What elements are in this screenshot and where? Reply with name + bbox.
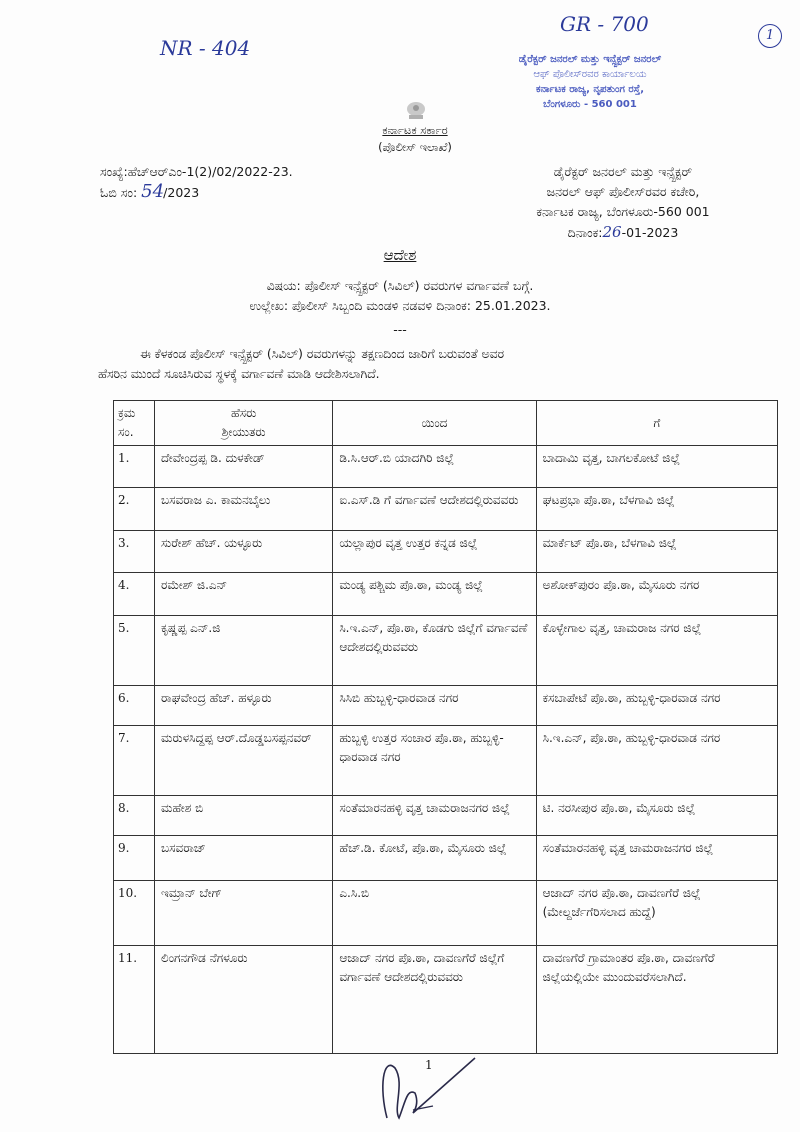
cell-serial: 5. xyxy=(114,616,155,686)
header-serial xyxy=(114,401,155,446)
department-header xyxy=(330,122,500,156)
table-row xyxy=(114,726,778,796)
cell-name: ರಮೇಶ್ ಜಿ.ಎನ್ xyxy=(155,573,333,616)
cell-from: ಎ.ಸಿ.ಬಿ xyxy=(333,881,536,946)
table-row xyxy=(114,616,778,686)
cell-to: ಮಾರ್ಕೆಟ್ ಪೊ.ಠಾ, ಬೆಳಗಾವಿ ಜಿಲ್ಲೆ xyxy=(536,531,777,573)
transfer-table xyxy=(113,400,778,1054)
order-number: ಸಂಖ್ಯೆ:ಹೆಚ್‌ಆರ್‌ಎಂ-1(2)/02/2022-23. xyxy=(100,164,293,179)
cell-name: ಮರುಳಸಿದ್ದಪ್ಪ ಆರ್.ದೊಡ್ಡಬಸಪ್ಪನವರ್ xyxy=(155,726,333,796)
header-to: ಗೆ xyxy=(536,401,777,446)
signature xyxy=(375,1048,485,1128)
cell-serial: 7. xyxy=(114,726,155,796)
order-body-line2: ಹೆಸರಿನ ಮುಂದೆ ಸೂಚಿಸಿರುವ ಸ್ಥಳಕ್ಕೆ ವರ್ಗಾವಣೆ ಮಾಡಿ ಆದೇಶಿಸಲಾಗಿದೆ. xyxy=(98,367,380,381)
cell-from: ಡಿ.ಸಿ.ಆರ್.ಬಿ ಯಾದಗಿರಿ ಜಿಲ್ಲೆ xyxy=(333,446,536,488)
order-body-line1: ಈ ಕೆಳಕಂಡ ಪೊಲೀಸ್ ಇನ್ಸ್ಪೆಕ್ಟರ್ (ಸಿವಿಲ್) ರವರುಗಳನ್ನು ತಕ್ಷಣದಿಂದ ಜಾರಿಗೆ ಬರುವಂತೆ ಅವರ xyxy=(140,347,505,361)
order-title: ಆದೇಶ xyxy=(383,246,417,264)
date-line xyxy=(478,222,768,243)
cell-serial: 2. xyxy=(114,488,155,531)
page-number-circle xyxy=(758,24,782,48)
cell-to: ಕೊಳ್ಳೇಗಾಲ ವೃತ್ತ, ಚಾಮರಾಜ ನಗರ ಜಿಲ್ಲೆ xyxy=(536,616,777,686)
cell-name: ಇಮ್ರಾನ್ ಬೇಗ್ xyxy=(155,881,333,946)
stamp-line: ಬೆಂಗಳೂರು - 560 001 xyxy=(543,99,637,110)
header-serial-line1: ಕ್ರಮ xyxy=(118,406,136,420)
cell-serial: 3. xyxy=(114,531,155,573)
ob-year: /2023 xyxy=(163,185,200,200)
cell-to: ಸಂತೆಮಾರನಹಳ್ಳಿ ವೃತ್ತ ಚಾಮರಾಜನಗರ ಜಿಲ್ಲೆ xyxy=(536,836,777,881)
cell-serial: 6. xyxy=(114,686,155,726)
cell-name: ಬಸವರಾಜ್ xyxy=(155,836,333,881)
cell-name: ಲಿಂಗನಗೌಡ ನೆಗಳೂರು xyxy=(155,946,333,1054)
date-day-handwritten: 26 xyxy=(602,223,622,241)
cell-from: ಸಿಸಿಬಿ ಹುಬ್ಬಳ್ಳಿ-ಧಾರವಾಡ ನಗರ xyxy=(333,686,536,726)
office-line: ಜನರಲ್ ಆಫ್ ಪೊಲೀಸ್‌ರವರ ಕಚೇರಿ, xyxy=(546,184,700,199)
cell-serial: 1. xyxy=(114,446,155,488)
cell-to: ಘಟಪ್ರಭಾ ಪೊ.ಠಾ, ಬೆಳಗಾವಿ ಜಿಲ್ಲೆ xyxy=(536,488,777,531)
cell-to: ಕಸಬಾಪೇಟೆ ಪೊ.ಠಾ, ಹುಬ್ಬಳ್ಳಿ-ಧಾರವಾಡ ನಗರ xyxy=(536,686,777,726)
cell-name: ದೇವೇಂದ್ರಪ್ಪ ಡಿ. ದುಳಕೇಡ್ xyxy=(155,446,333,488)
header-name-line1: ಹೆಸರು xyxy=(231,406,257,420)
table-row xyxy=(114,836,778,881)
cell-serial: 9. xyxy=(114,836,155,881)
ob-number-handwritten: 54 xyxy=(141,181,165,202)
date-rest: -01-2023 xyxy=(621,225,679,240)
cell-from: ಸಿ.ಇ.ಎನ್, ಪೊ.ಠಾ, ಕೊಡಗು ಜಿಲ್ಲೆಗೆ ವರ್ಗಾವಣೆ ಆದೇಶದಲ್ಲಿರುವವರು xyxy=(333,616,536,686)
cell-from: ಸಂತೆಮಾರನಹಳ್ಳಿ ವೃತ್ತ ಚಾಮರಾಜನಗರ ಜಿಲ್ಲೆ xyxy=(333,796,536,836)
office-address xyxy=(478,162,768,243)
cell-to: ಬಾದಾಮಿ ವೃತ್ತ, ಬಾಗಲಕೋಟೆ ಜಿಲ್ಲೆ xyxy=(536,446,777,488)
cell-serial: 10. xyxy=(114,881,155,946)
cell-to: ಆಜಾದ್ ನಗರ ಪೊ.ಠಾ, ದಾವಣಗೆರೆ ಜಿಲ್ಲೆ (ಮೇಲ್ದರ್ಜೆಗೆರಿಸಲಾದ ಹುದ್ದೆ) xyxy=(536,881,777,946)
government-name: ಕರ್ನಾಟಕ ಸರ್ಕಾರ xyxy=(382,123,448,137)
header-from: ಯಿಂದ xyxy=(333,401,536,446)
table-row xyxy=(114,531,778,573)
ob-label: ಓಬಿ ಸಂ: xyxy=(100,185,138,200)
office-line: ಕರ್ನಾಟಕ ರಾಜ್ಯ, ಬೆಂಗಳೂರು-560 001 xyxy=(536,204,710,219)
table-row xyxy=(114,946,778,1054)
ob-number-line xyxy=(100,182,293,203)
cell-name: ಸುರೇಶ್ ಹೆಚ್. ಯಳ್ಳೂರು xyxy=(155,531,333,573)
header-serial-line2: ಸಂ. xyxy=(118,425,134,439)
separator: --- xyxy=(393,322,407,337)
table-row xyxy=(114,573,778,616)
cell-serial: 8. xyxy=(114,796,155,836)
handwritten-reference-nr: NR - 404 xyxy=(160,36,251,60)
signature-mark: 1 xyxy=(425,1058,433,1072)
table-row xyxy=(114,488,778,531)
cell-to: ಅಶೋಕ್‌ಪುರಂ ಪೊ.ಠಾ, ಮೈಸೂರು ನಗರ xyxy=(536,573,777,616)
cell-name: ಮಹೇಶ ಬಿ xyxy=(155,796,333,836)
handwritten-reference-gr: GR - 700 xyxy=(560,12,649,36)
date-label: ದಿನಾಂಕ: xyxy=(567,225,603,240)
table-row xyxy=(114,446,778,488)
state-emblem-icon xyxy=(404,100,428,120)
stamp-line: ಕರ್ನಾಟಕ ರಾಜ್ಯ, ನೃಪತುಂಗ ರಸ್ತೆ, xyxy=(535,84,645,95)
cell-name: ಬಸವರಾಜ ಎ. ಕಾಮನಬೈಲು xyxy=(155,488,333,531)
table-row xyxy=(114,881,778,946)
cell-serial: 4. xyxy=(114,573,155,616)
reference-block xyxy=(100,162,293,203)
order-reference: ಉಲ್ಲೇಖ: ಪೊಲೀಸ್ ಸಿಬ್ಬಂದಿ ಮಂಡಳಿ ನಡವಳಿ ದಿನಾಂಕ: 25.01.2023. xyxy=(249,298,551,313)
cell-serial: 11. xyxy=(114,946,155,1054)
cell-from: ಆಜಾದ್ ನಗರ ಪೊ.ಠಾ, ದಾವಣಗೆರೆ ಜಿಲ್ಲೆಗೆ ವರ್ಗಾವಣೆ ಆದೇಶದಲ್ಲಿರುವವರು xyxy=(333,946,536,1054)
table-header-row xyxy=(114,401,778,446)
office-stamp xyxy=(455,52,725,112)
cell-to: ಸಿ.ಇ.ಎನ್, ಪೊ.ಠಾ, ಹುಬ್ಬಳ್ಳಿ-ಧಾರವಾಡ ನಗರ xyxy=(536,726,777,796)
department-name: (ಪೊಲೀಸ್ ಇಲಾಖೆ) xyxy=(378,140,452,154)
cell-from: ಐ.ಎಸ್.ಡಿ ಗೆ ವರ್ಗಾವಣೆ ಆದೇಶದಲ್ಲಿರುವವರು xyxy=(333,488,536,531)
stamp-line: ಆಫ್ ಪೊಲೀಸ್‌ರವರ ಕಾರ್ಯಾಲಯ xyxy=(533,69,647,80)
cell-name: ಕೃಷ್ಣಪ್ಪ ಎನ್.ಜಿ xyxy=(155,616,333,686)
cell-from: ಯಲ್ಲಾಪುರ ವೃತ್ತ ಉತ್ತರ ಕನ್ನಡ ಜಿಲ್ಲೆ xyxy=(333,531,536,573)
order-subject: ವಿಷಯ: ಪೊಲೀಸ್ ಇನ್ಸ್ಪೆಕ್ಟರ್ (ಸಿವಿಲ್) ರವರುಗಳ ವರ್ಗಾವಣೆ ಬಗ್ಗೆ. xyxy=(266,278,534,293)
cell-from: ಹುಬ್ಬಳ್ಳಿ ಉತ್ತರ ಸಂಚಾರ ಪೊ.ಠಾ, ಹುಬ್ಬಳ್ಳಿ-ಧಾರವಾಡ ನಗರ xyxy=(333,726,536,796)
cell-from: ಹೆಚ್.ಡಿ. ಕೋಟೆ, ಪೊ.ಠಾ, ಮೈಸೂರು ಜಿಲ್ಲೆ xyxy=(333,836,536,881)
cell-to: ದಾವಣಗೆರೆ ಗ್ರಾಮಾಂತರ ಪೊ.ಠಾ, ದಾವಣಗೆರೆ ಜಿಲ್ಲೆಯಲ್ಲಿಯೇ ಮುಂದುವರೆಸಲಾಗಿದೆ. xyxy=(536,946,777,1054)
stamp-line: ಡೈರೆಕ್ಟರ್ ಜನರಲ್ ಮತ್ತು ಇನ್ಸ್ಪೆಕ್ಟರ್ ಜನರಲ್ xyxy=(518,54,662,65)
office-line: ಡೈರೆಕ್ಟರ್ ಜನರಲ್ ಮತ್ತು ಇನ್ಸ್ಪೆಕ್ಟರ್ xyxy=(553,164,693,179)
table-row xyxy=(114,686,778,726)
header-name xyxy=(155,401,333,446)
cell-from: ಮಂಡ್ಯ ಪಶ್ಚಿಮ ಪೊ.ಠಾ, ಮಂಡ್ಯ ಜಿಲ್ಲೆ xyxy=(333,573,536,616)
cell-name: ರಾಘವೇಂದ್ರ ಹೆಚ್. ಹಳ್ಳೂರು xyxy=(155,686,333,726)
cell-to: ಟಿ. ನರಸೀಪುರ ಪೊ.ಠಾ, ಮೈಸೂರು ಜಿಲ್ಲೆ xyxy=(536,796,777,836)
table-row xyxy=(114,796,778,836)
header-name-line2: ಶ್ರೀಯುತರು xyxy=(221,425,266,439)
page-number: 1 xyxy=(765,28,775,43)
